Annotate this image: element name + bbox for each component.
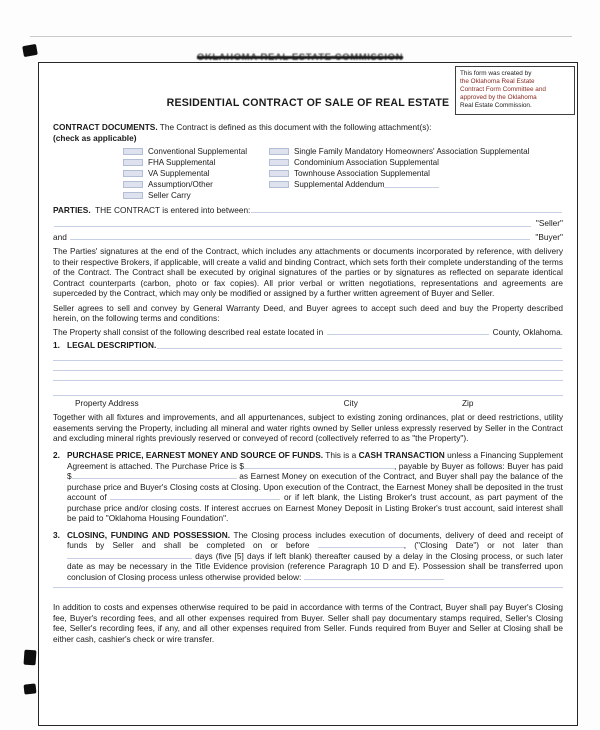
zip-label: Zip: [461, 397, 474, 408]
legal-description-heading: LEGAL DESCRIPTION.: [67, 340, 157, 351]
contract-documents-paragraph: [53, 122, 563, 143]
section-2-body: [67, 450, 563, 524]
form-credit-line: approved by the Oklahoma: [460, 93, 537, 101]
legal-description-heading-row: [53, 340, 563, 351]
earnest-money-field[interactable]: [72, 472, 237, 479]
closing-date-field[interactable]: [318, 541, 404, 548]
legal-description-field-4[interactable]: [53, 371, 563, 381]
checkbox-label: Seller Carry: [148, 190, 191, 200]
closing-days-field[interactable]: [67, 552, 192, 559]
checkbox-label: Townhouse Association Supplemental: [294, 168, 430, 178]
scan-mark-bottom-left-1: [23, 650, 36, 666]
form-credit-line: Contract Form Committee and: [460, 85, 546, 93]
checkbox-item: [269, 169, 563, 179]
section-3-heading: CLOSING, FUNDING AND POSSESSION.: [67, 529, 231, 540]
section-3-text: , ("Closing Date") or not later than: [403, 540, 563, 551]
checkbox-item: [123, 180, 269, 190]
trust-account-field[interactable]: [110, 493, 280, 500]
section-3-body: [67, 530, 563, 583]
checkbox-item: [123, 158, 269, 168]
checkbox-label: Condominium Association Supplemental: [294, 157, 439, 167]
property-address-label: Property Address: [75, 397, 139, 408]
section-2-text: unless a Financing Supplement Agreement is attached. The Purchase Price is $: [67, 450, 563, 471]
checkbox-item: [123, 191, 269, 201]
and-word: and: [53, 231, 70, 242]
parties-intro-row: [53, 205, 563, 216]
checkbox-seller-carry[interactable]: [123, 192, 143, 199]
checkbox-item: [269, 147, 563, 157]
county-field[interactable]: [327, 334, 490, 335]
form-credit-line: the Oklahoma Real Estate: [460, 77, 535, 85]
redacted-commission-title: OKLAHOMA REAL ESTATE COMMISSION: [196, 52, 404, 63]
seller-agrees-paragraph: Seller agrees to sell and convey by General Warranty Deed, and Buyer agrees to accept such deed and buy the Property described herein, on the following terms and conditions:: [53, 302, 563, 324]
possession-field-line[interactable]: [53, 584, 563, 588]
checkbox-assumption-other[interactable]: [123, 181, 143, 188]
seller-name-field[interactable]: [54, 226, 531, 227]
section-2-text: or if left blank, the Listing Broker's trust account, as part payment of the purchase price and/or closing costs. If interest accrues on Earnest Money Deposit in Listing Broker's trust account, said interest shall be paid to "Oklahoma Housing Foundation".: [67, 492, 563, 524]
contract-documents-heading: CONTRACT DOCUMENTS.: [53, 122, 158, 133]
section-1-number: 1.: [53, 340, 60, 351]
contract-documents-intro: The Contract is defined as this document with the following attachment(s):: [157, 122, 432, 133]
together-with-paragraph: Together with all fixtures and improvements, and all appurtenances, subject to existing zoning ordinances, plat or deed restrictions, utility easements serving the Property, including all mineral and water rights owned by Seller unless expressly reserved by Seller in the Contract and excluding mineral rights previously reserved or conveyed of record (collectively referred to as "the Property").: [53, 412, 563, 444]
parties-heading: PARTIES.: [53, 204, 91, 215]
checkbox-supplemental-addendum[interactable]: [269, 181, 289, 188]
seller-label: "Seller": [533, 218, 563, 229]
checkbox-column-right: [269, 146, 563, 201]
checkbox-label: Supplemental Addendum: [294, 179, 385, 189]
supplemental-addendum-field[interactable]: [384, 181, 439, 188]
checkbox-label: Conventional Supplemental: [148, 146, 247, 156]
document-title: RESIDENTIAL CONTRACT OF SALE OF REAL ESTATE: [166, 97, 450, 109]
checkbox-townhouse-association[interactable]: [269, 170, 289, 177]
checkbox-condominium-association[interactable]: [269, 159, 289, 166]
closing-costs-paragraph: In addition to costs and expenses otherwise required to be paid in accordance with terms of the Contract, Buyer shall pay Buyer's Closing fee, Buyer's recording fees, and all other expenses required from Buyer. Seller shall pay documentary stamps required, Seller's Closing fee, Seller's recording fees, if any, and all other expenses required from Seller. Funds required from Buyer and Seller at Closing shall be either cash, cashier's check or wire transfer.: [53, 602, 563, 644]
legal-description-field-3[interactable]: [53, 361, 563, 371]
scan-mark-bottom-left-2: [24, 683, 37, 694]
section-3-closing: [53, 530, 563, 583]
legal-description-field-2[interactable]: [53, 351, 563, 361]
page-top-rule: [30, 36, 572, 37]
city-label: City: [343, 397, 358, 408]
checkbox-item: [269, 158, 563, 168]
section-2-number: 2.: [53, 450, 60, 461]
checkbox-hoa-supplemental[interactable]: [269, 148, 289, 155]
checkbox-item: [123, 147, 269, 157]
section-2-text: as Earnest Money on execution of the Contract, and Buyer shall pay the balance of the purchase price and Buyer's Closing costs at Closing. Upon execution of the Contract, the Earnest Money shall be deposited in the trust account of: [67, 471, 563, 503]
checkbox-label: Assumption/Other: [148, 179, 213, 189]
attachment-checkbox-group: [123, 146, 563, 201]
form-credit-line: Real Estate Commission.: [460, 101, 532, 109]
checkbox-item: [123, 169, 269, 179]
address-labels-row: [53, 398, 563, 409]
checkbox-va-supplemental[interactable]: [123, 170, 143, 177]
possession-field-inline[interactable]: [304, 573, 444, 580]
section-2-text: This is a: [323, 450, 359, 461]
section-2-heading: PURCHASE PRICE, EARNEST MONEY AND SOURCE OF FUNDS.: [67, 450, 324, 461]
check-as-applicable-note: (check as applicable): [53, 132, 137, 143]
property-location-suffix: County, Oklahoma.: [490, 326, 563, 337]
seller-name-row: [53, 218, 563, 229]
checkbox-item: [269, 180, 563, 190]
buyer-label: "Buyer": [533, 231, 563, 242]
property-location-prefix: The Property shall consist of the following described real estate located in: [53, 326, 326, 337]
page-border: [38, 62, 578, 726]
property-location-row: [53, 327, 563, 338]
buyer-name-row: [53, 232, 563, 243]
signatures-paragraph: The Parties' signatures at the end of the Contract, which includes any attachments or documents incorporated by reference, with delivery to their respective Brokers, if applicable, will create a valid and binding Contract, which sets forth their complete understanding of the terms of the Contract. The Contract shall be executed by original signatures of the parties or by signatures as reflected on separate identical Contract counterparts (carbon, photo or fax copies). All prior verbal or written negotiations, representations and agreements are superceded by the Contract, which may only be modified or assigned by a further written agreement of Buyer and Seller.: [53, 246, 563, 299]
checkbox-label: Single Family Mandatory Homeowners' Association Supplemental: [294, 146, 530, 156]
form-credit-box: [455, 66, 575, 115]
form-credit-line: This form was created by: [460, 70, 532, 77]
contract-body: [39, 63, 577, 725]
purchase-price-field[interactable]: [244, 462, 394, 469]
section-3-text: The Closing process includes execution of documents, delivery of deed and receipt of funds by Seller and shall be completed on or before: [67, 529, 564, 551]
buyer-name-field[interactable]: [70, 239, 530, 240]
cash-transaction-emphasis: CASH TRANSACTION: [358, 450, 445, 461]
parties-between-field[interactable]: [251, 212, 562, 213]
section-3-text: days (five [5] days if left blank) thereafter caused by a delay in the Closing process, or such later date as may be necessary in the Title Evidence provision (reference Paragraph 10 D and E). Possession shall be transferred upon conclusion of Closing process unless otherwise provided below:: [67, 550, 563, 582]
checkbox-conventional-supplemental[interactable]: [123, 148, 143, 155]
legal-description-field-1[interactable]: [157, 348, 562, 349]
section-3-number: 3.: [53, 529, 60, 540]
parties-intro: THE CONTRACT is entered into between:: [90, 204, 251, 215]
section-2-text: , payable by Buyer as follows: Buyer has paid $: [67, 460, 563, 482]
checkbox-label: VA Supplemental: [148, 168, 210, 178]
checkbox-column-left: [123, 146, 269, 201]
checkbox-label: FHA Supplemental: [148, 157, 216, 167]
section-2-purchase-price: [53, 450, 563, 524]
property-address-field[interactable]: [53, 384, 563, 396]
checkbox-fha-supplemental[interactable]: [123, 159, 143, 166]
